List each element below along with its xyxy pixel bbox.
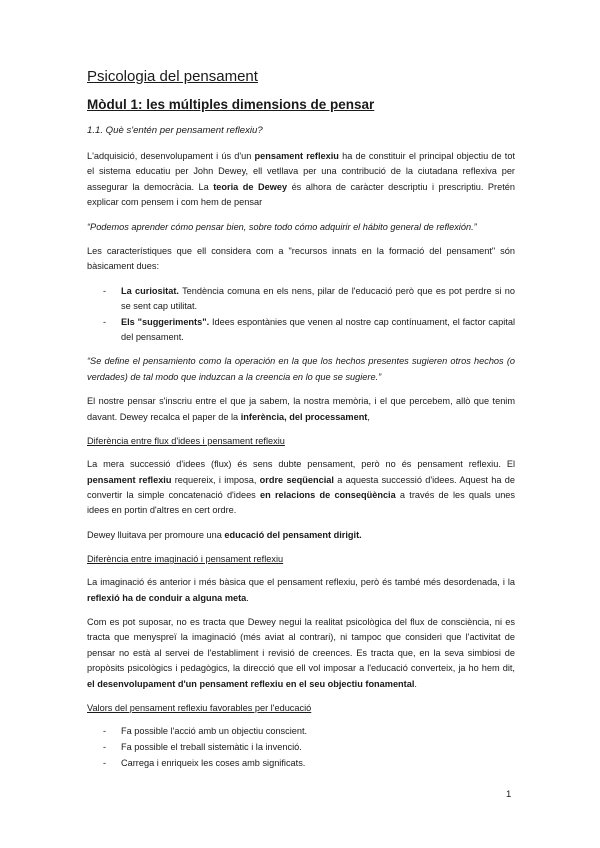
paragraph-characteristics: Les característiques que ell considera com a "recursos innats en la formació del pensament" són bàsicament dues: bbox=[87, 246, 515, 272]
document-title: Psicologia del pensament bbox=[87, 68, 258, 85]
subheading-flux: Diferència entre flux d'idees i pensament reflexiu bbox=[87, 436, 285, 447]
module-heading: Mòdul 1: les múltiples dimensions de pensar bbox=[87, 97, 375, 112]
paragraph-intro: L'adquisició, desenvolupament i ús d'un pensament reflexiu ha de constituir el principal objectiu de tot el sistema educatiu per John Dewey, ell vetllava per una contribució de la ciutadana reflexiva per assegurar la democràcia. La teoria de Dewey és alhora de caràcter descriptiu i prescriptiu. Pretén explicar com pensem i com hem de pensar bbox=[87, 151, 516, 208]
list-item: - Els "suggeriments". Idees espontànies que venen al nostre cap contínuament, el factor capital del pensament. bbox=[103, 316, 515, 343]
page-number: 1 bbox=[506, 789, 512, 800]
section-heading: 1.1. Què s'entén per pensament reflexiu? bbox=[87, 125, 263, 136]
paragraph-directed: Dewey lluitava per promoure una educació del pensament dirigit. bbox=[87, 529, 362, 540]
paragraph-imagination: La imaginació és anterior i més bàsica que el pensament reflexiu, però és també més desordenada, i la reflexió ha de conduir a alguna meta. bbox=[87, 577, 515, 603]
list-item: - Carrega i enriqueix les coses amb significats. bbox=[103, 757, 306, 768]
values-list bbox=[87, 724, 515, 771]
characteristics-list bbox=[87, 284, 515, 346]
list-item: - Fa possible l'acció amb un objectiu conscient. bbox=[103, 725, 308, 736]
subheading-values: Valors del pensament reflexiu favorables per l'educació bbox=[87, 702, 312, 713]
list-item: - La curiositat. Tendència comuna en els nens, pilar de l'educació però que es pot perdre si no se sent cap utilitat. bbox=[103, 285, 516, 312]
subheading-imagination: Diferència entre imaginació i pensament reflexiu bbox=[87, 554, 284, 565]
paragraph-consciousness: Com es pot suposar, no es tracta que Dewey negui la realitat psicològica del flux de consciència, ni es tracta que menyspreï la imaginació (més aviat al contrari), ni tampoc que consideri que l'activitat de pensar no està al servei de l'establiment i revisió de creences. Es tracta que, en la seva simbiosi de propòsits psicològics i pedagògics, la direcció que ell vol imposar a l'educació converteix, ja ho hem dit, el desenvolupament d'un pensament reflexiu en el seu objectiu fonamental. bbox=[87, 616, 515, 689]
list-item: - Fa possible el treball sistemàtic i la invenció. bbox=[103, 741, 302, 752]
paragraph-memory: El nostre pensar s'inscriu entre el que ja sabem, la nostra memòria, i el que percebem, allò que tenim davant. Dewey recalca el paper de la inferència, del processament, bbox=[87, 396, 515, 422]
quote-definition: “Se define el pensamiento como la operación en la que los hechos presentes sugieren otros hechos (o verdades) de tal modo que induzcan a la creencia en lo que se sugiere.” bbox=[87, 356, 515, 382]
quote-dewey: “Podemos aprender cómo pensar bien, sobre todo cómo adquirir el hábito general de reflexión.” bbox=[87, 221, 477, 232]
document-page bbox=[87, 68, 515, 780]
paragraph-flux: La mera successió d'idees (flux) és sens dubte pensament, però no és pensament reflexiu. El pensament reflexiu requereix, i imposa, ordre seqüencial a aquesta successió d'idees. Aquest ha de convertir la simple concatenació d'idees en relacions de conseqüència a través de les quals unes idees en portin d'altres en cert ordre. bbox=[87, 459, 516, 516]
